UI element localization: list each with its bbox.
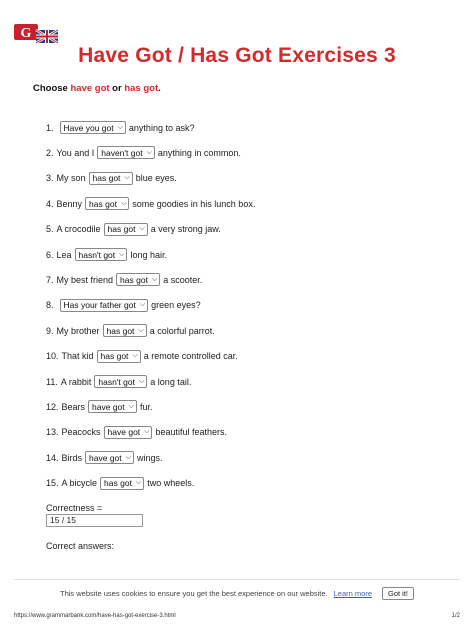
question-text-before: Bears: [61, 401, 86, 412]
question-row: [46, 299, 201, 312]
answer-select-value: Have you got: [63, 122, 114, 133]
question-number: 4.: [46, 198, 54, 209]
chevron-down-icon: ⌵: [151, 275, 158, 283]
answer-select-value: have got: [92, 401, 125, 412]
chevron-down-icon: ⌵: [128, 402, 134, 410]
chevron-down-icon: ⌵: [139, 225, 145, 233]
answer-select-value: has got: [120, 274, 148, 285]
correctness-label: Correctness =: [46, 503, 103, 513]
answer-select-value: hasn't got: [78, 249, 116, 260]
question-number: 8.: [46, 300, 54, 311]
question-text-before: You and I: [56, 147, 95, 158]
question-text-before: My best friend: [56, 274, 114, 285]
got-it-button[interactable]: Got it!: [382, 587, 414, 600]
question-number: 15.: [46, 478, 59, 489]
question-row: [46, 350, 238, 363]
instruction: Choose have got or has got.: [33, 83, 161, 94]
page-footer: [14, 613, 460, 619]
question-text-before: My son: [56, 173, 86, 184]
question-text-before: My brother: [56, 325, 100, 336]
answer-select-value: has got: [107, 224, 136, 235]
question-row: [46, 248, 167, 261]
question-text-after: anything to ask?: [128, 122, 195, 133]
answer-select[interactable]: [75, 248, 128, 261]
answer-select-value: has got: [104, 478, 132, 489]
answer-select-value: haven't got: [101, 147, 143, 158]
question-text-before: Lea: [56, 249, 72, 260]
question-row: [46, 273, 202, 286]
question-text-after: a remote controlled car.: [143, 351, 238, 362]
answer-select[interactable]: [116, 273, 160, 286]
answer-select-value: have got: [89, 452, 122, 463]
footer-url: https://www.grammarbank.com/have-has-got-exercise-3.html: [14, 613, 176, 619]
answer-select[interactable]: [88, 400, 137, 413]
chevron-down-icon: ⌵: [135, 479, 142, 487]
question-row: [46, 375, 191, 388]
cookie-banner: [14, 579, 460, 606]
answer-select[interactable]: [60, 299, 149, 312]
question-row: [46, 172, 177, 185]
question-text-before: A crocodile: [56, 224, 101, 235]
question-number: 2.: [46, 147, 54, 158]
question-text-after: anything in common.: [157, 147, 241, 158]
grammarbank-logo-icon: [14, 22, 64, 44]
question-number: 14.: [46, 452, 59, 463]
question-text-after: green eyes?: [151, 300, 201, 311]
question-text-after: long hair.: [130, 249, 167, 260]
chevron-down-icon: ⌵: [138, 326, 144, 334]
question-row: [46, 197, 255, 210]
answer-select[interactable]: [97, 146, 155, 159]
question-number: 12.: [46, 401, 59, 412]
question-number: 9.: [46, 325, 54, 336]
question-number: 7.: [46, 274, 54, 285]
answer-select[interactable]: [60, 121, 126, 134]
chevron-down-icon: ⌵: [144, 428, 150, 436]
question-text-after: a colorful parrot.: [149, 325, 215, 336]
correct-answers-label: Correct answers:: [46, 541, 115, 551]
question-number: 10.: [46, 351, 59, 362]
question-number: 13.: [46, 427, 59, 438]
question-number: 5.: [46, 224, 54, 235]
question-number: 1.: [46, 122, 54, 133]
question-row: [46, 400, 152, 413]
chevron-down-icon: ⌵: [120, 199, 127, 207]
question-text-after: a scooter.: [163, 274, 203, 285]
chevron-down-icon: ⌵: [125, 453, 131, 461]
question-row: [46, 426, 227, 439]
question-row: [46, 477, 194, 490]
answer-select[interactable]: [104, 223, 148, 236]
question-row: [46, 324, 215, 337]
question-text-after: some goodies in his lunch box.: [132, 198, 256, 209]
chevron-down-icon: ⌵: [139, 301, 146, 309]
score-field[interactable]: 15 / 15: [46, 514, 143, 527]
question-number: 11.: [46, 376, 58, 387]
answer-select[interactable]: [100, 477, 144, 490]
question-text-after: a long tail.: [150, 376, 192, 387]
cookie-text: This website uses cookies to ensure you get the best experience on our website.: [59, 588, 328, 598]
answer-select-value: have got: [107, 427, 141, 438]
chevron-down-icon: ⌵: [117, 123, 123, 131]
chevron-down-icon: ⌵: [138, 377, 145, 385]
question-row: [46, 146, 241, 159]
question-text-after: two wheels.: [147, 478, 195, 489]
option-has-got: has got: [124, 83, 159, 94]
answer-select-value: has got: [92, 173, 121, 184]
question-number: 3.: [46, 173, 54, 184]
question-text-before: A bicycle: [61, 478, 98, 489]
answer-select-value: has got: [106, 325, 135, 336]
question-text-before: Peacocks: [61, 427, 101, 438]
question-text-after: a very strong jaw.: [150, 224, 221, 235]
option-have-got: have got: [70, 83, 110, 94]
answer-select-value: has got: [89, 198, 117, 209]
question-text-after: beautiful feathers.: [155, 427, 228, 438]
question-text-before: A rabbit: [60, 376, 92, 387]
question-row: [46, 451, 162, 464]
answer-select[interactable]: [97, 350, 141, 363]
answer-select[interactable]: [94, 375, 147, 388]
chevron-down-icon: ⌵: [119, 250, 125, 258]
answer-select-value: hasn't got: [98, 376, 135, 387]
question-text-after: fur.: [139, 401, 153, 412]
answer-select[interactable]: [85, 197, 129, 210]
footer-page-number: 1/2: [451, 613, 460, 619]
chevron-down-icon: ⌵: [124, 174, 130, 182]
question-number: 6.: [46, 249, 54, 260]
page-title: Have Got / Has Got Exercises 3: [78, 44, 396, 67]
answer-select[interactable]: [103, 324, 147, 337]
answer-select[interactable]: [104, 426, 153, 439]
question-text-after: blue eyes.: [135, 173, 177, 184]
question-text-before: Birds: [61, 452, 83, 463]
question-row: [46, 121, 194, 134]
question-text-before: That kid: [61, 351, 94, 362]
svg-text:G: G: [20, 26, 32, 41]
answer-select-value: has got: [100, 351, 129, 362]
answer-select[interactable]: [89, 172, 133, 185]
answer-select[interactable]: [85, 451, 134, 464]
chevron-down-icon: ⌵: [132, 352, 138, 360]
answer-select-value: Has your father got: [63, 300, 136, 311]
question-row: [46, 223, 221, 236]
learn-more-link[interactable]: Learn more: [333, 588, 372, 598]
chevron-down-icon: ⌵: [146, 148, 152, 156]
question-text-before: Benny: [56, 198, 83, 209]
question-text-after: wings.: [136, 452, 163, 463]
